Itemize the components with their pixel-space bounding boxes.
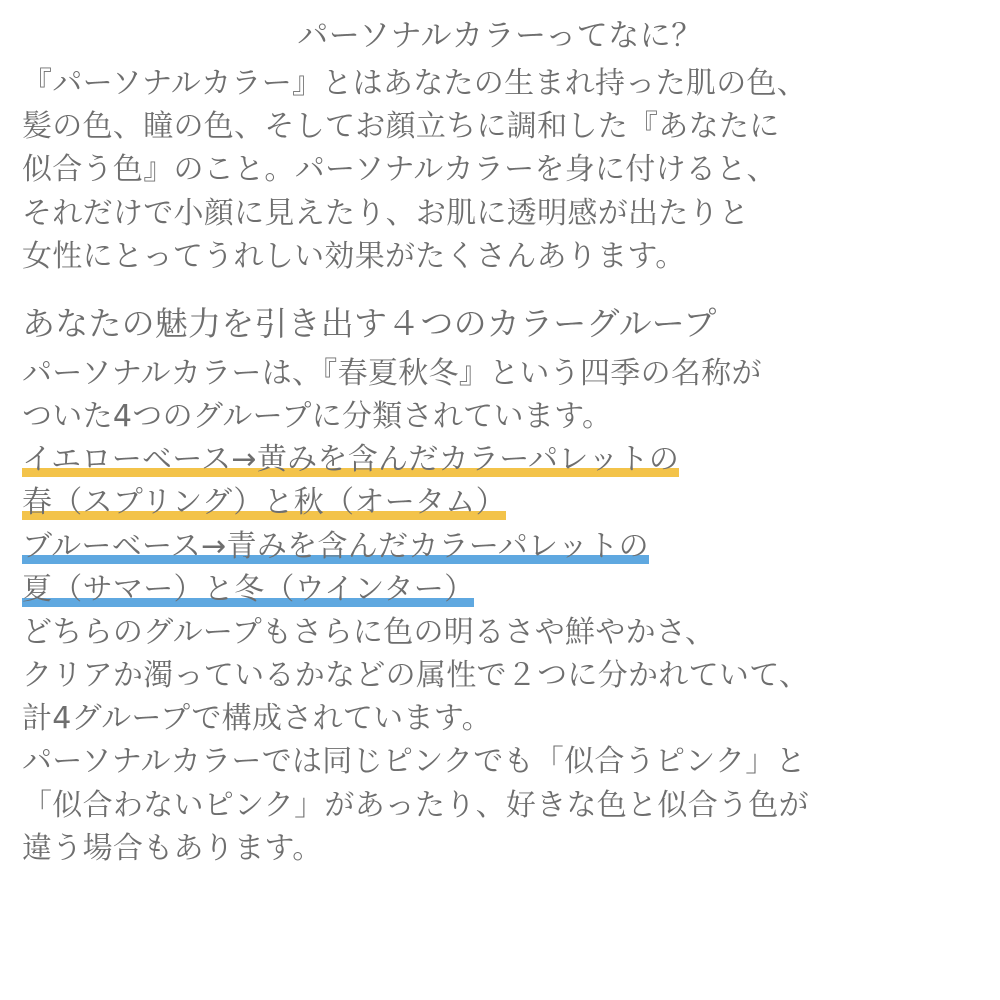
highlight-line [22, 568, 978, 611]
section2-intro [22, 352, 978, 438]
highlight-line [22, 438, 978, 481]
highlight-text-blue: 夏（サマー）と冬（ウインター） [22, 571, 475, 607]
paragraph-line: それだけで小顔に見えたり、お肌に透明感が出たりと [22, 195, 750, 231]
paragraph-line: 違う場合もあります。 [22, 830, 323, 866]
page-title: パーソナルカラーってなに？ [297, 18, 703, 54]
paragraph-line: ついた4つのグループに分類されています。 [22, 398, 613, 434]
intro-paragraph [22, 62, 978, 278]
highlight-line [22, 525, 978, 568]
yellow-base-highlight [22, 438, 978, 524]
paragraph-line: パーソナルカラーは、『春夏秋冬』という四季の名称が [22, 355, 762, 391]
section-heading: あなたの魅力を引き出す４つのカラーグループ [22, 303, 717, 343]
paragraph-line: クリアか濁っているかなどの属性で２つに分かれていて、 [22, 658, 810, 694]
paragraph-line: 髪の色、瞳の色、そしてお顔立ちに調和した『あなたに [22, 109, 780, 145]
section2-outro [22, 611, 978, 870]
paragraph-line: どちらのグループもさらに色の明るさや鮮やかさ、 [22, 614, 716, 650]
highlight-text-yellow: 春（スプリング）と秋（オータム） [22, 485, 506, 521]
highlight-text-yellow: イエローベース→黄みを含んだカラーパレットの [22, 442, 680, 478]
paragraph-line: 『パーソナルカラー』とはあなたの生まれ持った肌の色、 [22, 66, 808, 102]
paragraph-line: 似合う色』のこと。パーソナルカラーを身に付けると、 [22, 152, 777, 188]
highlight-line [22, 481, 978, 524]
highlight-text-blue: ブルーベース→青みを含んだカラーパレットの [22, 528, 649, 564]
section-divider [22, 278, 978, 300]
paragraph-line: 「似合わないピンク」があったり、好きな色と似合う色が [22, 787, 809, 823]
blue-base-highlight [22, 525, 978, 611]
paragraph-line: 女性にとってうれしい効果がたくさんあります。 [22, 238, 686, 274]
paragraph-line: 計4グループで構成されています。 [22, 701, 492, 737]
paragraph-line: パーソナルカラーでは同じピンクでも「似合うピンク」と [22, 744, 806, 780]
